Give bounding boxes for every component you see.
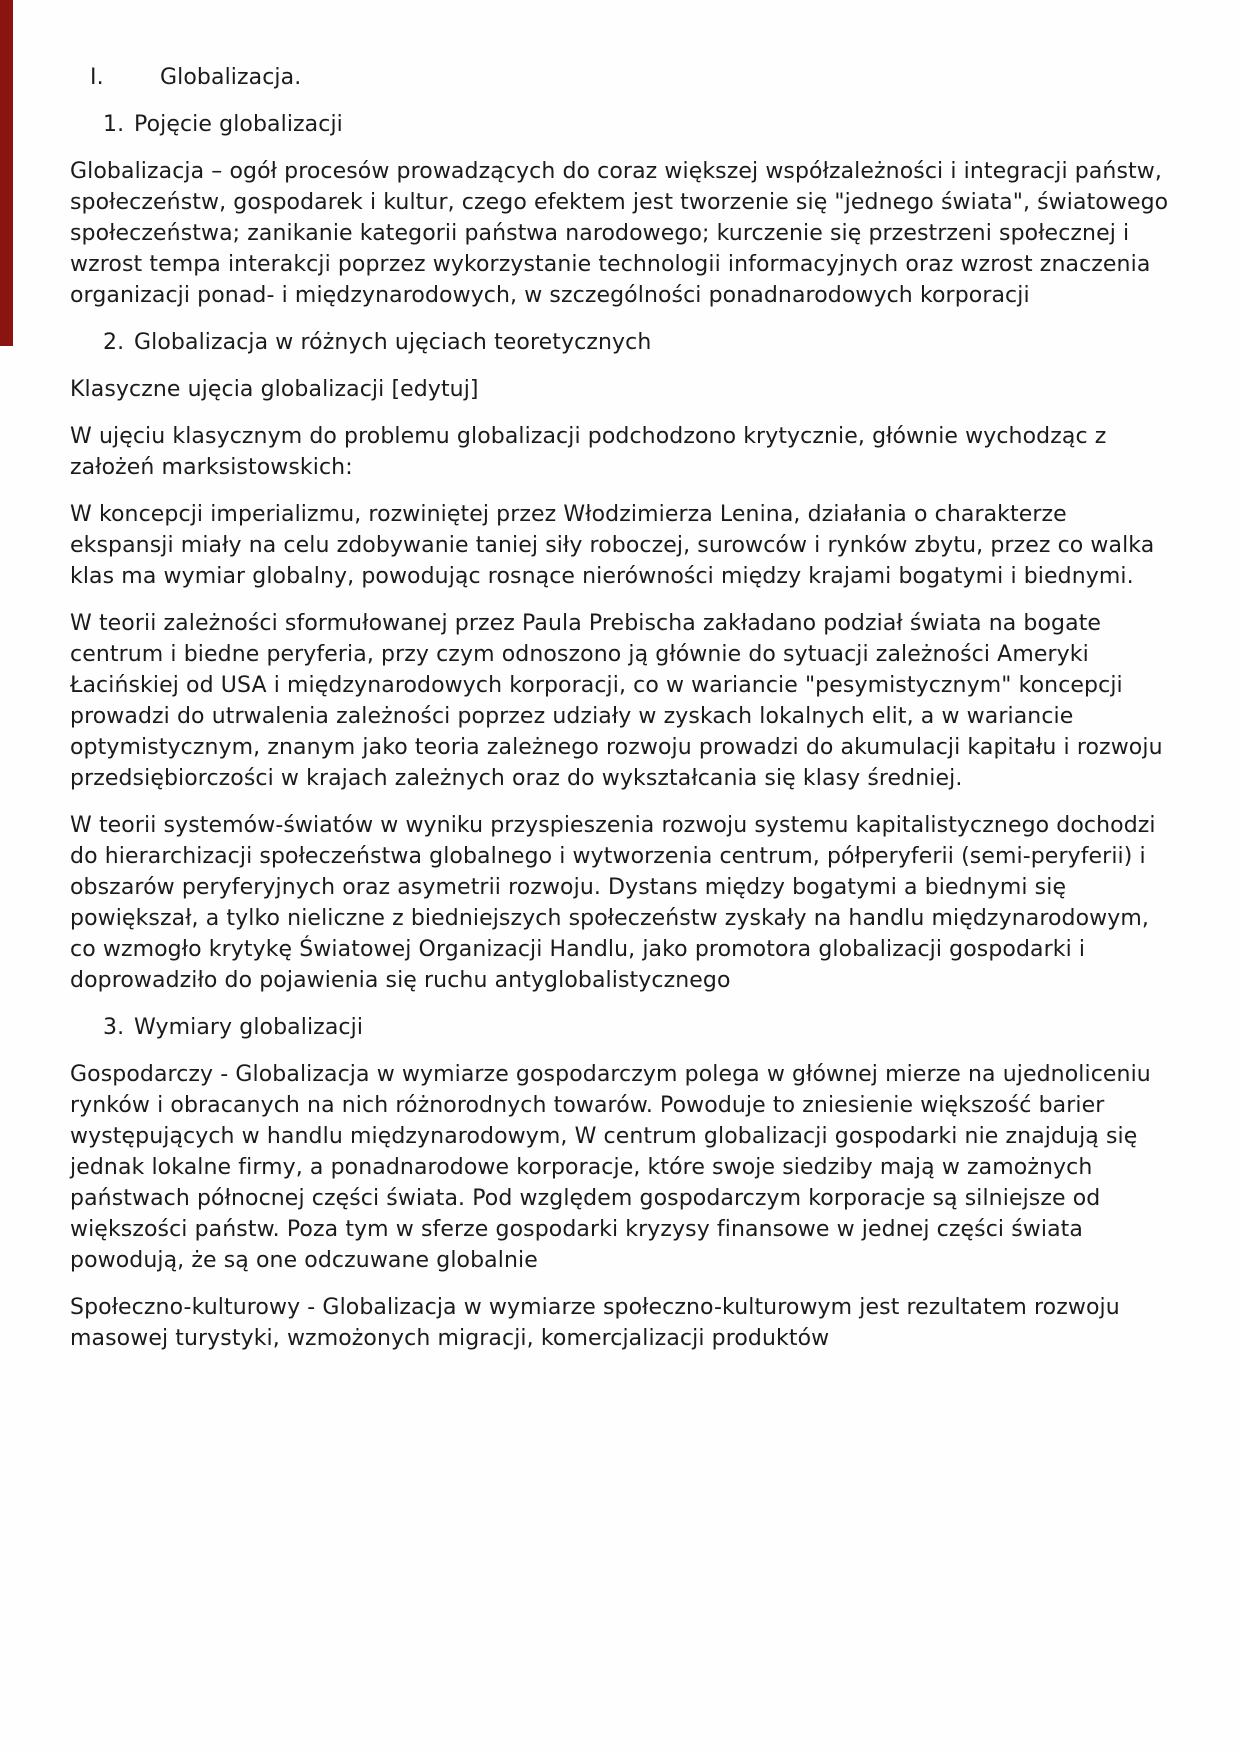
paragraph-wymiar-gospodarczy: Gospodarczy - Globalizacja w wymiarze gospodarczym polega w głównej mierze na ujednoliceniu rynków i obracanych na nich różnorodnych towarów. Powoduje to zniesienie większość barier występujących w handlu międzynarodowym, W centrum globalizacji gospodarki nie znajdują się jednak lokalne firmy, a ponadnarodowe korporacje, które swoje siedziby mają w zamożnych państwach północnej części świata. Pod względem gospodarczym korporacje są silniejsze od większości państw. Poza tym w sferze gospodarki kryzysy finansowe w jednej części świata powodują, że są one odczuwane globalnie (70, 1062, 1151, 1273)
list-item-label: Wymiary globalizacji (134, 1015, 364, 1040)
roman-numeral-marker: I. (90, 65, 104, 90)
list-item-label: Pojęcie globalizacji (134, 112, 343, 137)
outline-heading-globalizacja (90, 62, 1176, 93)
red-scan-edge-artifact (0, 0, 13, 346)
list-item-ujecia-teoretyczne (103, 327, 1176, 358)
paragraph-wymiar-spoleczno-kulturowy: Społeczno-kulturowy - Globalizacja w wymiarze społeczno-kulturowym jest rezultatem rozwoju masowej turystyki, wzmożonych migracji, komercjalizacji produktów (70, 1295, 1120, 1351)
list-item-pojecie-globalizacji (103, 109, 1176, 140)
paragraph-teoria-systemow-swiatow: W teorii systemów-światów w wyniku przyspieszenia rozwoju systemu kapitalistycznego dochodzi do hierarchizacji społeczeństwa globalnego i wytworzenia centrum, półperyferii (semi-peryferii) i obszarów peryferyjnych oraz asymetrii rozwoju. Dystans między bogatymi a biednymi się powiększał, a tylko nieliczne z biedniejszych społeczeństw zyskały na handlu międzynarodowym, co wzmogło krytykę Światowej Organizacji Handlu, jako promotora globalizacji gospodarki i doprowadziło do pojawienia się ruchu antyglobalistycznego (70, 813, 1156, 993)
paragraph-teoria-zaleznosci: W teorii zależności sformułowanej przez Paula Prebischa zakładano podział świata na bogate centrum i biedne peryferia, przy czym odnoszono ją głównie do sytuacji zależności Ameryki Łacińskiej od USA i międzynarodowych korporacji, co w wariancie "pesymistycznym" koncepcji prowadzi do utrwalenia zależności poprzez udziały w zyskach lokalnych elit, a w wariancie optymistycznym, znanym jako teoria zależnego rozwoju prowadzi do akumulacji kapitału i rozwoju przedsiębiorczości w krajach zależnych oraz do wykształcania się klasy średniej. (70, 611, 1163, 791)
list-item-wymiary-globalizacji (103, 1012, 1176, 1043)
paragraph-klasyczne-ujecia-edytuj: Klasyczne ujęcia globalizacji [edytuj] (70, 377, 479, 402)
outline-heading-label: Globalizacja. (160, 65, 302, 90)
list-number-marker: 2. (103, 330, 125, 355)
list-number-marker: 3. (103, 1015, 125, 1040)
list-item-label: Globalizacja w różnych ujęciach teoretycznych (134, 330, 652, 355)
paragraph-koncepcja-imperializmu: W koncepcji imperializmu, rozwiniętej przez Włodzimierza Lenina, działania o charakterze ekspansji miały na celu zdobywanie taniej siły roboczej, surowców i rynków zbytu, przez co walka klas ma wymiar globalny, powodując rosnące nierówności między krajami bogatymi i biednymi. (70, 502, 1155, 589)
list-number-marker: 1. (103, 112, 125, 137)
paragraph-definicja-globalizacji: Globalizacja – ogół procesów prowadzących do coraz większej współzależności i integracji państw, społeczeństw, gospodarek i kultur, czego efektem jest tworzenie się "jednego świata", światowego społeczeństwa; zanikanie kategorii państwa narodowego; kurczenie się przestrzeni społecznej i wzrost tempa interakcji poprzez wykorzystanie technologii informacyjnych oraz wzrost znaczenia organizacji ponad- i międzynarodowych, w szczególności ponadnarodowych korporacji (70, 159, 1169, 308)
paragraph-ujecie-klasyczne: W ujęciu klasycznym do problemu globalizacji podchodzono krytycznie, głównie wychodząc z założeń marksistowskich: (70, 424, 1107, 480)
